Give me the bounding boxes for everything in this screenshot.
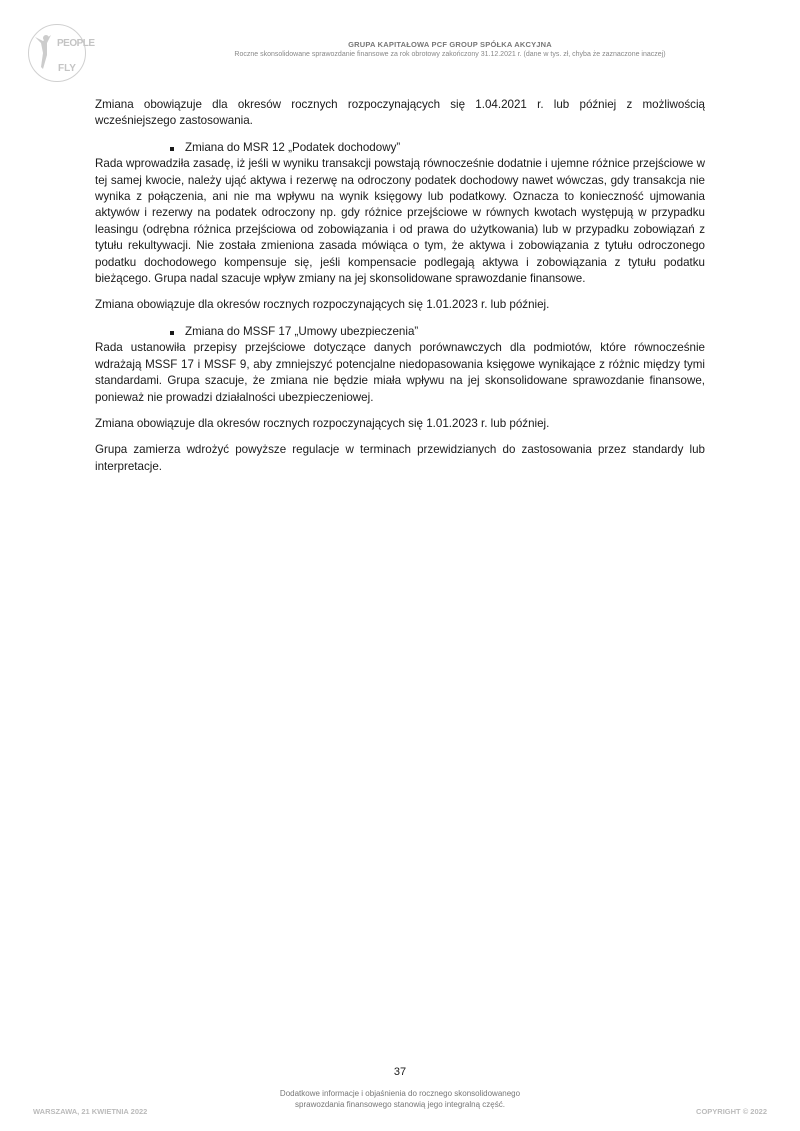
- bullet-item: Zmiana do MSSF 17 „Umowy ubezpieczenia”: [95, 324, 705, 340]
- header-subtitle: Roczne skonsolidowane sprawozdanie finansowe za rok obrotowy zakończony 31.12.2021 r. (dane w tys. zł, chyba że zaznaczone inaczej): [234, 51, 666, 58]
- paragraph: Grupa zamierza wdrożyć powyższe regulacje w terminach przewidzianych do zastosowania przez standardy lub interpretacje.: [95, 443, 705, 473]
- company-logo: [28, 24, 95, 82]
- footer-place-date: WARSZAWA, 21 KWIETNIA 2022: [33, 1107, 148, 1116]
- paragraph: Zmiana obowiązuje dla okresów rocznych rozpoczynających się 1.01.2023 r. lub później.: [95, 416, 550, 430]
- paragraph: Rada wprowadziła zasadę, iż jeśli w wyniku transakcji powstają równocześnie dodatnie i ujemne różnice przejściowe w tej samej kwocie, należy ująć aktywa i rezerwę na odroczony podatek dochodowy nawet wówczas, gdy transakcja nie wynika z połączenia, ani nie ma wpływu na wynik księgowy lub podatkowy. Oznacza to konieczność ujmowania aktywów i rezerwy na podatek odroczony np. gdy różnice przejściowe w równych kwotach występują w przypadku leasingu (odrębna różnica przejściowa od zobowiązania i od prawa do użytkowania) lub w przypadku zobowiązań z tytułu rekultywacji. Nie została zmieniona zasada mówiąca o tym, że aktywa i zobowiązania z tytułu odroczonego podatku dochodowego kompensuje się, jeśli kompensacie podlegają aktywa i zobowiązania z tytułu podatku bieżącego. Grupa nadal szacuje wpływ zmiany na jej skonsolidowane sprawozdanie finansowe.: [95, 157, 705, 286]
- flying-person-icon: [33, 29, 57, 77]
- logo-text-fly: FLY: [58, 63, 76, 74]
- header-title: GRUPA KAPITAŁOWA PCF GROUP SPÓŁKA AKCYJNA: [348, 40, 552, 49]
- page-number: 37: [393, 1066, 407, 1078]
- bullet-item: Zmiana do MSR 12 „Podatek dochodowy”: [95, 140, 705, 156]
- paragraph: Zmiana obowiązuje dla okresów rocznych rozpoczynających się 1.04.2021 r. lub później z możliwością wcześniejszego zastosowania.: [95, 98, 705, 128]
- footer-note-line: sprawozdania finansowego stanowią jego integralną część.: [295, 1100, 505, 1109]
- paragraph: Rada ustanowiła przepisy przejściowe dotyczące danych porównawczych dla podmiotów, które równocześnie wdrażają MSSF 17 i MSSF 9, aby zmniejszyć potencjalne niedopasowania księgowe wynikające z różnic między tymi standardami. Grupa szacuje, że zmiana nie będzie miała wpływu na jej skonsolidowane sprawozdanie finansowe, ponieważ nie prowadzi działalności ubezpieczeniowej.: [95, 341, 705, 404]
- document-body: [95, 97, 705, 485]
- paragraph: Zmiana obowiązuje dla okresów rocznych rozpoczynających się 1.01.2023 r. lub później.: [95, 298, 550, 312]
- footer-note-line: Dodatkowe informacje i objaśnienia do rocznego skonsolidowanego: [279, 1089, 521, 1098]
- page-header: [100, 40, 800, 58]
- footer-copyright: COPYRIGHT © 2022: [696, 1107, 767, 1116]
- logo-text-people: PEOPLE: [57, 38, 95, 49]
